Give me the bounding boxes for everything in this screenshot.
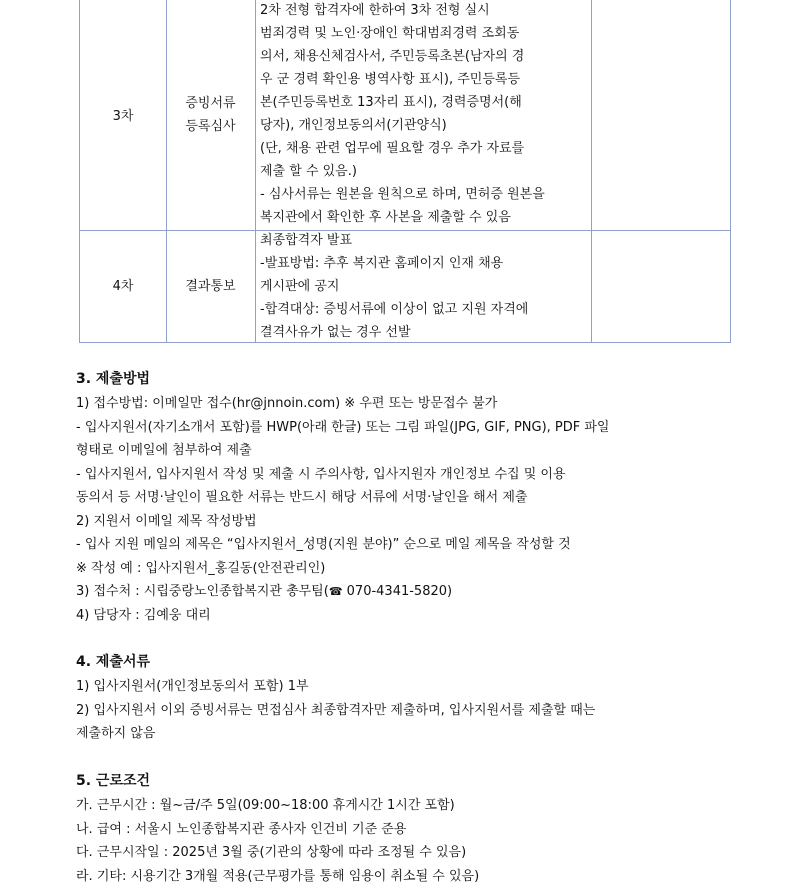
submission-method-section (76, 369, 723, 627)
manager-line: 4) 담당자 : 김예웅 대리 (76, 604, 723, 628)
stage-4-cell: 4차 (80, 275, 166, 298)
stage-3-content: 2차 전형 합격자에 한하여 3차 전형 실시 범죄경력 및 노인·장애인 학대범죄경력 조회동 의서, 채용신체검사서, 주민등록초본(남자의 경 우 군 경력 확인용 병역사항 표시), 주민등록등 본(주민등록번호 13자리 표시), 경력증명서(해 당자), 개인정보동의서(기관양식) (단, 채용 관련 업무에 필요할 경우 추가 자료를 제출 할 수 있음.) - 심사서류는 원본을 원칙으로 하며, 면허증 원본을 복지관에서 확인한 후 사본을 제출할 수 있음 (260, 0, 588, 229)
selection-process-table (79, 0, 731, 343)
text-line: 2) 지원서 이메일 제목 작성방법 (76, 510, 723, 534)
text-line: 1) 접수방법: 이메일만 접수(hr@jnnoin.com) ※ 우편 또는 방문접수 불가 (76, 392, 723, 416)
text-line: 동의서 등 서명·날인이 필요한 서류는 반드시 해당 서류에 서명·날인을 해서 제출 (76, 486, 723, 510)
text-line: 다. 근무시작일 : 2025년 3월 중(기관의 상황에 따라 조정될 수 있음) (76, 841, 723, 865)
stage-3-type-cell: 증빙서류 등록심사 (166, 92, 255, 138)
section-title: 3. 제출방법 (76, 369, 723, 389)
section-title: 4. 제출서류 (76, 652, 723, 672)
text-line: 형태로 이메일에 첨부하여 제출 (76, 439, 723, 463)
text-line: 1) 입사지원서(개인정보동의서 포함) 1부 (76, 675, 723, 699)
telephone-icon: ☎ (329, 580, 343, 604)
text-line: 2) 입사지원서 이외 증빙서류는 면접심사 최종합격자만 제출하며, 입사지원서를 제출할 때는 (76, 699, 723, 723)
text-line: - 입사 지원 메일의 제목은 “입사지원서_성명(지원 분야)” 순으로 메일 제목을 작성할 것 (76, 533, 723, 557)
stage-3-cell: 3차 (80, 105, 166, 128)
text-line: 가. 근무시간 : 월~금/주 5일(09:00~18:00 휴게시간 1시간 포함) (76, 794, 723, 818)
text-line: 제출하지 않음 (76, 722, 723, 746)
section-title: 5. 근로조건 (76, 771, 723, 791)
table-column-divider (591, 0, 592, 342)
text-line: - 입사지원서(자기소개서 포함)를 HWP(아래 한글) 또는 그림 파일(JPG, GIF, PNG), PDF 파일 (76, 416, 723, 440)
required-documents-section (76, 652, 723, 746)
contact-line: 3) 접수처 : 시립중랑노인종합복지관 총무팀(☎ 070-4341-5820) (76, 580, 723, 604)
text-line: ※ 작성 예 : 입사지원서_홍길동(안전관리인) (76, 557, 723, 581)
stage-4-content: 최종합격자 발표 -발표방법: 추후 복지관 홈페이지 인재 채용 게시판에 공지 -합격대상: 증빙서류에 이상이 없고 지원 자격에 결격사유가 없는 경우 선발 (260, 229, 588, 344)
text-line: - 입사지원서, 입사지원서 작성 및 제출 시 주의사항, 입사지원자 개인정보 수집 및 이용 (76, 463, 723, 487)
stage-4-type-cell: 결과통보 (166, 275, 255, 298)
working-conditions-section (76, 771, 723, 888)
text-line: 나. 급여 : 서울시 노인종합복지관 종사자 인건비 기준 준용 (76, 818, 723, 842)
text-line: 라. 기타: 시용기간 3개월 적용(근무평가를 통해 임용이 취소될 수 있음) (76, 865, 723, 888)
table-column-divider (255, 0, 256, 342)
